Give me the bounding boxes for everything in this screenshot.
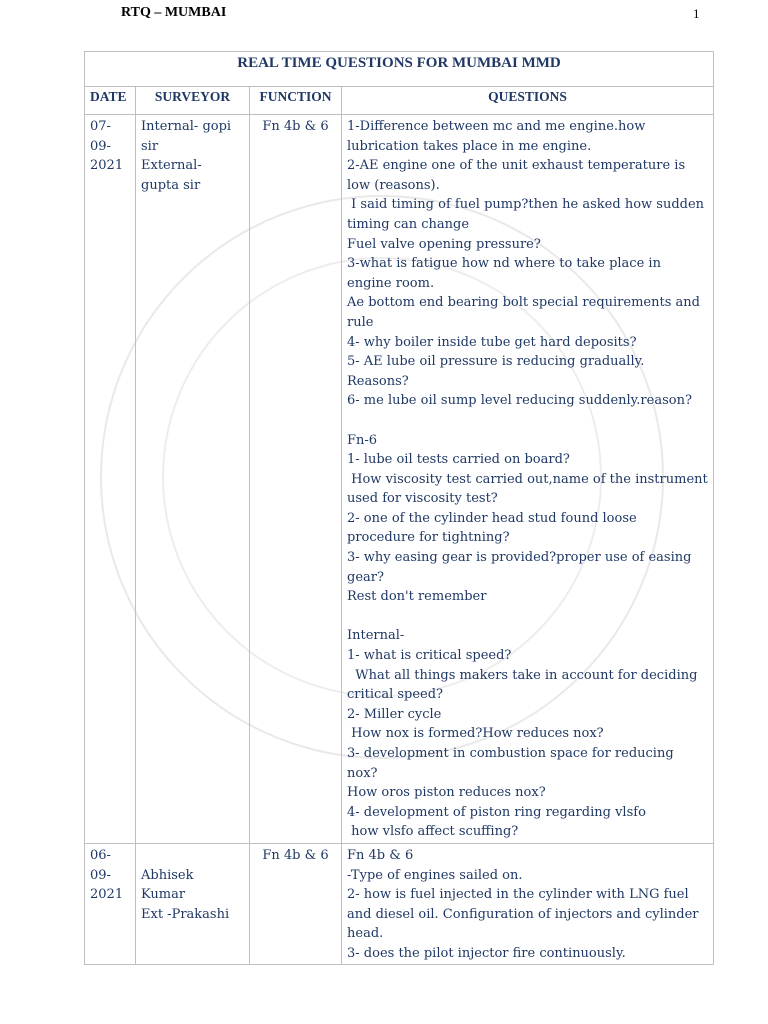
surveyor-line xyxy=(141,846,244,866)
question-line: procedure for tightning? xyxy=(347,530,510,546)
surveyor-line: Kumar xyxy=(141,887,186,903)
question-line: 2-AE engine one of the unit exhaust temperature is xyxy=(347,158,686,174)
question-line: How viscosity test carried out,name of the instrument xyxy=(347,471,708,487)
question-line: Rest don't remember xyxy=(347,589,487,605)
question-line: I said timing of fuel pump?then he asked how sudden xyxy=(347,197,705,213)
table-title-row xyxy=(85,52,714,87)
date-line: 07- xyxy=(90,119,111,134)
column-header-date: DATE xyxy=(85,87,136,115)
question-line: timing can change xyxy=(347,216,470,232)
question-line: Reasons? xyxy=(347,373,409,389)
surveyor-cell xyxy=(136,115,250,844)
table-row xyxy=(85,115,714,844)
question-line: 4- development of piston ring regarding vlsfo xyxy=(347,804,646,820)
surveyor-line: Internal- gopi xyxy=(141,119,232,134)
question-line: 1- what is critical speed? xyxy=(347,648,512,664)
surveyor-line: sir xyxy=(141,138,159,154)
question-line xyxy=(347,607,708,627)
question-line: Fn-6 xyxy=(347,432,378,448)
header-title: RTQ – MUMBAI xyxy=(121,5,227,20)
table-row xyxy=(85,844,714,965)
question-line: critical speed? xyxy=(347,687,444,703)
question-line: 3- does the pilot injector fire continuously. xyxy=(347,945,626,961)
surveyor-line: Ext -Prakashi xyxy=(141,906,230,922)
question-line: 2- one of the cylinder head stud found loose xyxy=(347,510,637,526)
date-line: 06- xyxy=(90,848,111,863)
question-line: lubrication takes place in me engine. xyxy=(347,138,592,154)
question-line: 6- me lube oil sump level reducing suddenly.reason? xyxy=(347,393,692,409)
question-line: 3- development in combustion space for reducing xyxy=(347,746,674,761)
date-cell xyxy=(85,844,136,965)
date-cell xyxy=(85,115,136,844)
surveyor-line: External- xyxy=(141,158,202,174)
question-line: 2- how is fuel injected in the cylinder with LNG fuel xyxy=(347,887,689,903)
question-line: 2- Miller cycle xyxy=(347,706,442,722)
column-header-surveyor: SURVEYOR xyxy=(136,87,250,115)
page-number: 1 xyxy=(693,6,700,21)
date-line: 2021 xyxy=(90,887,124,903)
page-header xyxy=(0,0,768,30)
questions-cell xyxy=(342,115,714,844)
question-line: How nox is formed?How reduces nox? xyxy=(347,726,604,742)
question-line: and diesel oil. Configuration of injectors and cylinder xyxy=(347,906,699,922)
question-line: how vlsfo affect scuffing? xyxy=(347,824,519,840)
question-line: 3- why easing gear is provided?proper use of easing xyxy=(347,550,692,566)
column-header-questions: QUESTIONS xyxy=(342,87,714,115)
question-line: Fuel valve opening pressure? xyxy=(347,236,541,252)
surveyor-cell xyxy=(136,844,250,965)
question-line: engine room. xyxy=(347,275,435,291)
question-line: 1- lube oil tests carried on board? xyxy=(347,452,570,468)
question-line: 4- why boiler inside tube get hard deposits? xyxy=(347,334,637,350)
column-header-function: FUNCTION xyxy=(250,87,342,115)
question-line: used for viscosity test? xyxy=(347,491,498,507)
surveyor-line: Abhisek xyxy=(141,867,194,883)
question-line: 3-what is fatigue how nd where to take place in xyxy=(347,256,661,272)
date-line: 09- xyxy=(90,138,111,154)
question-line: head. xyxy=(347,926,384,942)
question-line: Ae bottom end bearing bolt special requirements and xyxy=(347,295,700,311)
table-header-row xyxy=(85,87,714,115)
question-line: 5- AE lube oil pressure is reducing gradually. xyxy=(347,354,645,370)
date-line: 09- xyxy=(90,867,111,883)
question-line: 1-Difference between mc and me engine.how xyxy=(347,119,646,134)
questions-cell xyxy=(342,844,714,965)
question-line: -Type of engines sailed on. xyxy=(347,867,523,883)
question-line: Fn 4b & 6 xyxy=(347,848,414,863)
question-line: How oros piston reduces nox? xyxy=(347,785,546,801)
question-line: What all things makers take in account for deciding xyxy=(347,667,698,683)
question-line: low (reasons). xyxy=(347,177,440,193)
questions-table xyxy=(84,51,714,965)
date-line: 2021 xyxy=(90,158,124,174)
function-cell: Fn 4b & 6 xyxy=(250,844,342,965)
question-line: nox? xyxy=(347,765,378,781)
question-line: rule xyxy=(347,314,374,330)
function-cell: Fn 4b & 6 xyxy=(250,115,342,844)
table-title: REAL TIME QUESTIONS FOR MUMBAI MMD xyxy=(85,52,714,87)
question-line: Internal- xyxy=(347,628,405,644)
surveyor-line: gupta sir xyxy=(141,177,201,193)
question-line xyxy=(347,411,708,431)
question-line: gear? xyxy=(347,569,384,585)
